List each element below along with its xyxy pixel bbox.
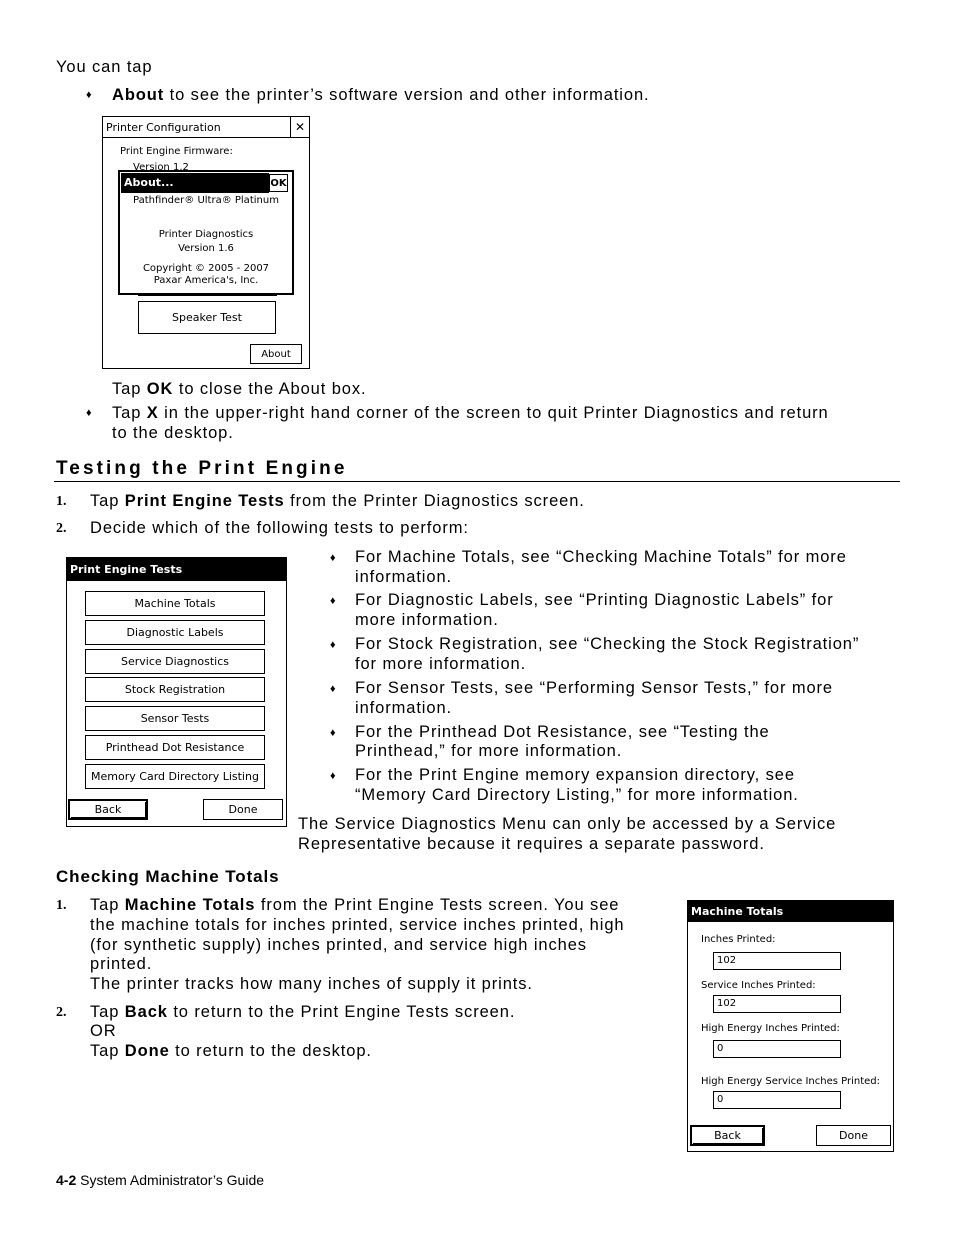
mt-rest: to return to the desktop. [169, 1042, 372, 1060]
machine-totals-title: Machine Totals [688, 901, 893, 922]
field-label: High Energy Service Inches Printed: [701, 1076, 881, 1087]
section-rule [54, 481, 900, 482]
close-icon[interactable]: ✕ [290, 117, 309, 137]
footer [56, 1170, 264, 1190]
mt-tap: Tap [90, 1003, 125, 1021]
field-label: Inches Printed: [701, 934, 776, 945]
section-heading: Testing the Print Engine [56, 458, 348, 479]
mt-tap: Tap [90, 896, 125, 914]
mt-step2-or: OR [90, 1022, 117, 1040]
bullet-item: information. [355, 699, 453, 717]
back-button[interactable]: Back [68, 799, 148, 820]
mt-bold: Machine Totals [124, 896, 256, 914]
about-app-name: Printer Diagnostics [158, 229, 254, 240]
step-number: 2. [56, 521, 67, 536]
x-bold: X [146, 404, 159, 422]
mt-tap: Tap [90, 1042, 125, 1060]
bullet-item: For Machine Totals, see “Checking Machine Totals” for more [355, 548, 847, 566]
bullet-diamond-icon: ♦ [330, 595, 336, 607]
about-rest: to see the printer’s software version and other information. [164, 86, 650, 104]
x-instruction-line1 [112, 403, 829, 423]
service-note: Representative because it requires a separate password. [298, 835, 765, 853]
mt-step1-line4: printed. [90, 955, 153, 973]
mt-step1-line1 [90, 895, 619, 915]
about-bold: About [112, 86, 165, 104]
field-label: Service Inches Printed: [701, 980, 816, 991]
mt-rest: to return to the Print Engine Tests screen. [167, 1003, 516, 1021]
step-number: 2. [56, 1005, 67, 1020]
step-number: 1. [56, 898, 67, 913]
intro-lead: You can tap [56, 58, 153, 76]
bullet-item: “Memory Card Directory Listing,” for more information. [355, 786, 799, 804]
about-dialog-title: About... [121, 173, 269, 193]
about-dialog [118, 170, 294, 295]
ok-instruction [112, 379, 367, 399]
mt-bold: Back [124, 1003, 168, 1021]
title-divider [103, 137, 309, 138]
x-instruction-line2: to the desktop. [112, 424, 234, 442]
ok-rest: to close the About box. [173, 380, 367, 398]
bullet-item: For the Print Engine memory expansion directory, see [355, 766, 795, 784]
service-diagnostics-button[interactable]: Service Diagnostics [85, 649, 265, 674]
mt-step2-line3 [90, 1041, 372, 1061]
ok-tap: Tap [112, 380, 147, 398]
mt-step2-line1 [90, 1002, 515, 1022]
inches-printed-field[interactable]: 102 [713, 952, 841, 970]
machine-totals-window [687, 900, 894, 1152]
high-energy-inches-field[interactable]: 0 [713, 1040, 841, 1058]
subsection-heading: Checking Machine Totals [56, 867, 280, 886]
machine-totals-button[interactable]: Machine Totals [85, 591, 265, 616]
firmware-label: Print Engine Firmware: [120, 146, 233, 157]
bullet-item: information. [355, 568, 453, 586]
bullet-diamond-icon: ♦ [330, 727, 336, 739]
bullet-diamond-icon: ♦ [86, 89, 92, 101]
about-company: Paxar America's, Inc. [153, 275, 259, 286]
about-product: Pathfinder® Ultra® Platinum [133, 195, 279, 206]
footer-page-number: 4-2 [56, 1172, 77, 1188]
step2-text: Decide which of the following tests to perform: [90, 519, 469, 537]
x-rest: in the upper-right hand corner of the screen to quit Printer Diagnostics and return [158, 404, 829, 422]
service-note: The Service Diagnostics Menu can only be accessed by a Service [298, 815, 837, 833]
bullet-item: For the Printhead Dot Resistance, see “Testing the [355, 723, 770, 741]
bullet-item: Printhead,” for more information. [355, 742, 623, 760]
mt-step1-line2: the machine totals for inches printed, service inches printed, high [90, 916, 625, 934]
mt-step1-line3: (for synthetic supply) inches printed, and service high inches [90, 936, 587, 954]
step1-rest: from the Printer Diagnostics screen. [284, 492, 585, 510]
done-button[interactable]: Done [203, 799, 283, 820]
service-inches-printed-field[interactable]: 102 [713, 995, 841, 1013]
sensor-tests-button[interactable]: Sensor Tests [85, 706, 265, 731]
bullet-item: more information. [355, 611, 499, 629]
field-label: High Energy Inches Printed: [701, 1023, 840, 1034]
done-button[interactable]: Done [816, 1125, 891, 1146]
step-number: 1. [56, 494, 67, 509]
ok-bold: OK [146, 380, 174, 398]
firmware-value: Version 1.2 [133, 162, 189, 170]
about-bullet-text [112, 85, 650, 105]
step1-bold: Print Engine Tests [124, 492, 285, 510]
step1-tap: Tap [90, 492, 125, 510]
step1-text [90, 491, 585, 511]
about-copyright: Copyright © 2005 - 2007 [142, 263, 270, 274]
print-engine-tests-window [66, 557, 287, 827]
back-button[interactable]: Back [690, 1125, 765, 1146]
bullet-diamond-icon: ♦ [86, 407, 92, 419]
about-version: Version 1.6 [178, 243, 234, 254]
about-button[interactable]: About [250, 344, 302, 364]
print-engine-tests-title: Print Engine Tests [67, 558, 286, 581]
bullet-item: For Diagnostic Labels, see “Printing Diagnostic Labels” for [355, 591, 834, 609]
diagnostic-labels-button[interactable]: Diagnostic Labels [85, 620, 265, 645]
mt-rest: from the Print Engine Tests screen. You see [255, 896, 620, 914]
bullet-diamond-icon: ♦ [330, 552, 336, 564]
memory-card-directory-button[interactable]: Memory Card Directory Listing [85, 764, 265, 789]
bullet-diamond-icon: ♦ [330, 639, 336, 651]
ok-button[interactable]: OK [269, 174, 288, 192]
footer-title: System Administrator’s Guide [80, 1172, 265, 1188]
bullet-item: For Stock Registration, see “Checking the Stock Registration” [355, 635, 860, 653]
speaker-test-button[interactable]: Speaker Test [138, 301, 276, 334]
mt-step1-line5: The printer tracks how many inches of supply it prints. [90, 975, 533, 993]
mt-bold: Done [124, 1042, 170, 1060]
stock-registration-button[interactable]: Stock Registration [85, 677, 265, 702]
bullet-diamond-icon: ♦ [330, 683, 336, 695]
bullet-diamond-icon: ♦ [330, 770, 336, 782]
printer-configuration-title: Printer Configuration [106, 121, 221, 134]
bullet-item: for more information. [355, 655, 527, 673]
high-energy-service-inches-field[interactable]: 0 [713, 1091, 841, 1109]
bullet-item: For Sensor Tests, see “Performing Sensor Tests,” for more [355, 679, 834, 697]
printhead-dot-resistance-button[interactable]: Printhead Dot Resistance [85, 735, 265, 760]
x-tap: Tap [112, 404, 147, 422]
